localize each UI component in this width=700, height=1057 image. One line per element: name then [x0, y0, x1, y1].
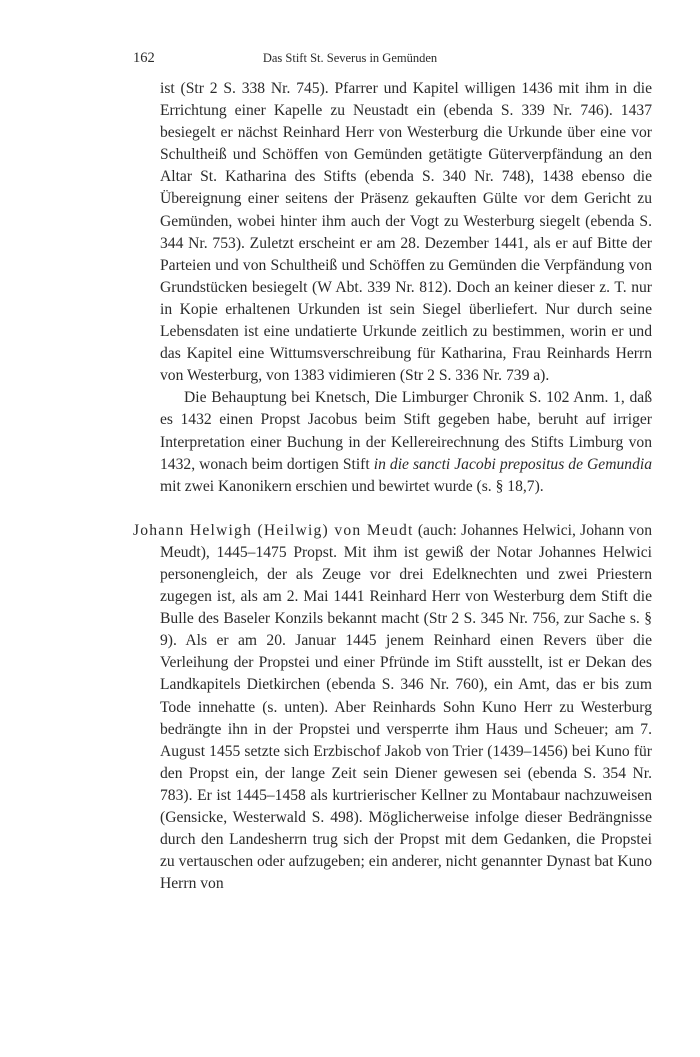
paragraph-knetsch: [160, 387, 652, 497]
paragraph-text: Die Behauptung bei Knetsch, Die Limburger Chronik S. 102 Anm. 1, daß es 1432 einen Propst Jacobus beim Stift gegeben habe, beruht auf irriger Interpretation einer Buchung in der Kellereirechnung des Stifts Limburg von 1432, wonach beim dortigen Stift: [160, 389, 652, 473]
entry-body: (auch: Johannes Helwici, Johann von Meudt), 1445–1475 Propst. Mit ihm ist gewiß der Notar Johannes Helwici personengleich, der als Zeuge vor drei Edelknechten und zwei Priestern zugegen ist, als am 2. Mai 1441 Reinhard Herr von Westerburg dem Stift die Bulle des Baseler Konzils bekannt macht (Str 2 S. 345 Nr. 756, zur Sache s. § 9). Als er am 20. Januar 1445 jenem Reinhard einen Revers über die Verleihung der Propstei und einer Pfründe im Stift ausstellt, ist er Dekan des Landkapitels Dietkirchen (ebenda S. 346 Nr. 760), ein Amt, das er bis zum Tode innehatte (s. unten). Aber Reinhards Sohn Kuno Herr zu Westerburg bedrängte ihn in der Propstei und versperrte ihm Haus und Scheuer; am 7. August 1455 setzte sich Erzbischof Jakob von Trier (1439–1456) bei Kuno für den Propst ein, der lange Zeit sein Diener gewesen sei (ebenda S. 354 Nr. 783). Er ist 1445–1458 als kurtrierischer Kellner zu Montabaur nachzuweisen (Gensicke, Westerwald S. 498). Möglicherweise infolge dieser Bedrängnisse durch den Landesherrn trug sich der Propst mit dem Gedanken, die Propstei zu vertauschen oder aufzugeben; ein anderer, nicht genannter Dynast bat Kuno Herrn von: [160, 521, 652, 893]
paragraph-continuation: ist (Str 2 S. 338 Nr. 745). Pfarrer und Kapitel willigen 1436 mit ihm in die Errichtung einer Kapelle zu Neustadt ein (ebenda S. 339 Nr. 746). 1437 besiegelt er nächst Reinhard Herr von Westerburg die Urkunde über eine vor Schultheiß und Schöffen von Gemünden getätigte Güterverpfändung an den Altar St. Katharina des Stifts (ebenda S. 340 Nr. 748), 1438 ebenso die Übereignung einer seitens der Präsenz gekauften Gülte vor dem Gericht zu Gemünden, wobei hinter ihm auch der Vogt zu Westerburg siegelt (ebenda S. 344 Nr. 753). Zuletzt erscheint er am 28. Dezember 1441, als er auf Bitte der Parteien und von Schultheiß und Schöffen zu Gemünden die Verpfändung von Grundstücken besiegelt (W Abt. 339 Nr. 812). Doch an keiner dieser z. T. nur in Kopie erhaltenen Urkunden ist sein Siegel überliefert. Nur durch seine Lebensdaten ist eine undatierte Urkunde zeitlich zu bestimmen, worin er und das Kapitel eine Wittumsverschreibung für Katharina, Frau Reinhards Herrn von Westerburg, von 1383 vidimieren (Str 2 S. 336 Nr. 739 a).: [160, 80, 652, 385]
paragraph-text: mit zwei Kanonikern erschien und bewirtet wurde (s. § 18,7).: [160, 477, 544, 495]
latin-quotation: in die sancti Jacobi prepositus de Gemundia: [373, 455, 653, 473]
body-text: [133, 78, 653, 895]
page-number: 162: [133, 50, 155, 66]
biographical-entry: [133, 520, 652, 896]
running-title: Das Stift St. Severus in Gemünden: [262, 51, 438, 65]
entry-heading: Johann Helwigh (Heilwig) von Meudt: [133, 521, 414, 539]
